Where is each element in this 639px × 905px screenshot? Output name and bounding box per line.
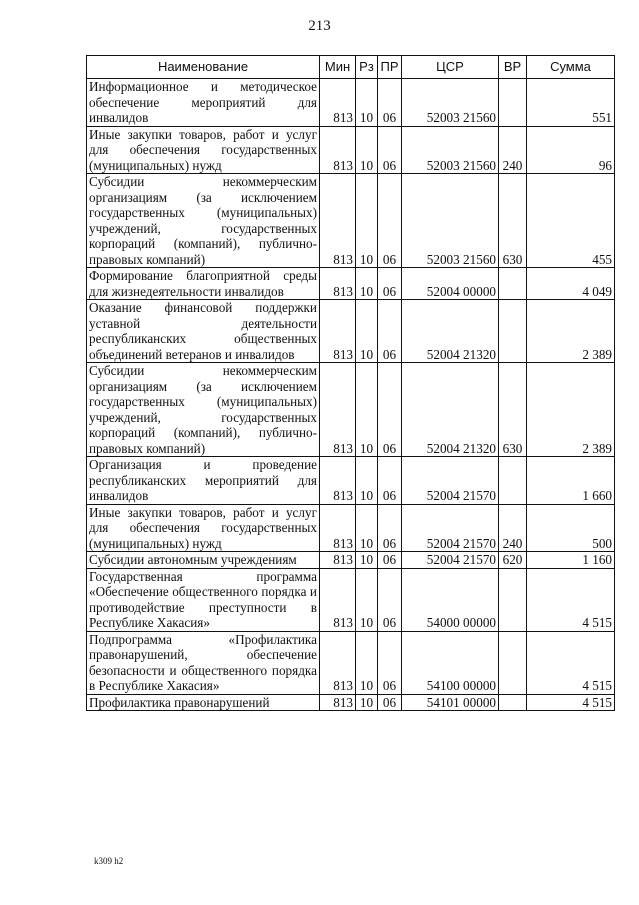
table-body <box>87 79 615 711</box>
table-row <box>87 268 615 300</box>
budget-table <box>86 55 615 711</box>
row-rz-cell: 10 <box>356 300 378 363</box>
table-row <box>87 457 615 505</box>
row-rz-cell: 10 <box>356 174 378 268</box>
row-vr-cell <box>499 694 527 711</box>
row-sum-cell: 1 160 <box>527 552 615 569</box>
table-row <box>87 694 615 711</box>
row-name-cell: Субсидии автономным учреждениям <box>87 552 320 569</box>
table-row <box>87 126 615 174</box>
row-sum-cell: 4 515 <box>527 694 615 711</box>
row-csr-cell: 52003 21560 <box>402 174 499 268</box>
row-name-cell: Профилактика правонарушений <box>87 694 320 711</box>
row-pr-cell: 06 <box>378 363 402 457</box>
row-min-cell: 813 <box>320 174 356 268</box>
row-rz-cell: 10 <box>356 79 378 127</box>
row-csr-cell: 52003 21560 <box>402 126 499 174</box>
row-pr-cell: 06 <box>378 504 402 552</box>
row-name-cell: Субсидии некоммерческим организациям (за исключением государственных (муниципальных) учреждений, государственных корпораций (компаний), публично-правовых компаний) <box>87 363 320 457</box>
table-row <box>87 552 615 569</box>
row-vr-cell: 630 <box>499 363 527 457</box>
column-header-csr: ЦСР <box>402 56 499 79</box>
column-header-name: Наименование <box>87 56 320 79</box>
row-rz-cell: 10 <box>356 363 378 457</box>
row-sum-cell: 4 515 <box>527 568 615 631</box>
row-pr-cell: 06 <box>378 174 402 268</box>
row-min-cell: 813 <box>320 552 356 569</box>
row-pr-cell: 06 <box>378 268 402 300</box>
row-pr-cell: 06 <box>378 552 402 569</box>
row-csr-cell: 52004 21570 <box>402 457 499 505</box>
table-row <box>87 363 615 457</box>
row-min-cell: 813 <box>320 568 356 631</box>
row-min-cell: 813 <box>320 457 356 505</box>
row-sum-cell: 4 049 <box>527 268 615 300</box>
column-header-vr: ВР <box>499 56 527 79</box>
row-rz-cell: 10 <box>356 268 378 300</box>
row-min-cell: 813 <box>320 363 356 457</box>
row-vr-cell: 240 <box>499 504 527 552</box>
row-pr-cell: 06 <box>378 568 402 631</box>
row-min-cell: 813 <box>320 694 356 711</box>
row-name-cell: Формирование благоприятной среды для жизнедеятельности инвалидов <box>87 268 320 300</box>
row-sum-cell: 96 <box>527 126 615 174</box>
table-row <box>87 300 615 363</box>
table-row <box>87 504 615 552</box>
row-rz-cell: 10 <box>356 552 378 569</box>
row-min-cell: 813 <box>320 79 356 127</box>
row-min-cell: 813 <box>320 268 356 300</box>
row-pr-cell: 06 <box>378 126 402 174</box>
row-rz-cell: 10 <box>356 568 378 631</box>
row-csr-cell: 52004 21570 <box>402 504 499 552</box>
row-rz-cell: 10 <box>356 126 378 174</box>
table-row <box>87 568 615 631</box>
page-number: 213 <box>308 18 331 34</box>
row-sum-cell: 455 <box>527 174 615 268</box>
row-name-cell: Информационное и методическое обеспечение мероприятий для инвалидов <box>87 79 320 127</box>
row-vr-cell: 620 <box>499 552 527 569</box>
row-name-cell: Подпрограмма «Профилактика правонарушений, обеспечение безопасности и общественного порядка в Республике Хакасия» <box>87 631 320 694</box>
row-sum-cell: 500 <box>527 504 615 552</box>
row-vr-cell: 240 <box>499 126 527 174</box>
row-vr-cell <box>499 631 527 694</box>
row-rz-cell: 10 <box>356 504 378 552</box>
row-pr-cell: 06 <box>378 300 402 363</box>
row-name-cell: Оказание финансовой поддержки уставной деятельности республиканских общественных объединений ветеранов и инвалидов <box>87 300 320 363</box>
row-csr-cell: 54100 00000 <box>402 631 499 694</box>
row-sum-cell: 1 660 <box>527 457 615 505</box>
row-sum-cell: 4 515 <box>527 631 615 694</box>
row-min-cell: 813 <box>320 300 356 363</box>
row-name-cell: Организация и проведение республиканских мероприятий для инвалидов <box>87 457 320 505</box>
row-vr-cell <box>499 300 527 363</box>
row-csr-cell: 52004 21320 <box>402 363 499 457</box>
row-csr-cell: 54000 00000 <box>402 568 499 631</box>
row-csr-cell: 54101 00000 <box>402 694 499 711</box>
row-vr-cell <box>499 457 527 505</box>
row-pr-cell: 06 <box>378 457 402 505</box>
row-rz-cell: 10 <box>356 457 378 505</box>
table-row <box>87 79 615 127</box>
column-header-pr: ПР <box>378 56 402 79</box>
row-pr-cell: 06 <box>378 79 402 127</box>
table-header-row <box>87 56 615 79</box>
row-vr-cell: 630 <box>499 174 527 268</box>
row-pr-cell: 06 <box>378 694 402 711</box>
column-header-rz: Рз <box>356 56 378 79</box>
row-name-cell: Иные закупки товаров, работ и услуг для обеспечения государственных (муниципальных) нужд <box>87 504 320 552</box>
row-csr-cell: 52004 21570 <box>402 552 499 569</box>
row-vr-cell <box>499 268 527 300</box>
column-header-sum: Сумма <box>527 56 615 79</box>
row-min-cell: 813 <box>320 126 356 174</box>
row-rz-cell: 10 <box>356 694 378 711</box>
column-header-min: Мин <box>320 56 356 79</box>
row-sum-cell: 2 389 <box>527 300 615 363</box>
row-vr-cell <box>499 79 527 127</box>
row-min-cell: 813 <box>320 631 356 694</box>
row-sum-cell: 551 <box>527 79 615 127</box>
table-row <box>87 174 615 268</box>
row-rz-cell: 10 <box>356 631 378 694</box>
row-name-cell: Государственная программа «Обеспечение общественного порядка и противодействие преступности в Республике Хакасия» <box>87 568 320 631</box>
row-name-cell: Иные закупки товаров, работ и услуг для обеспечения государственных (муниципальных) нужд <box>87 126 320 174</box>
row-min-cell: 813 <box>320 504 356 552</box>
row-csr-cell: 52004 00000 <box>402 268 499 300</box>
row-name-cell: Субсидии некоммерческим организациям (за исключением государственных (муниципальных) учреждений, государственных корпораций (компаний), публично-правовых компаний) <box>87 174 320 268</box>
footer-document-code: k309 h2 <box>94 856 124 866</box>
row-csr-cell: 52003 21560 <box>402 79 499 127</box>
table-row <box>87 631 615 694</box>
row-csr-cell: 52004 21320 <box>402 300 499 363</box>
row-pr-cell: 06 <box>378 631 402 694</box>
row-sum-cell: 2 389 <box>527 363 615 457</box>
row-vr-cell <box>499 568 527 631</box>
